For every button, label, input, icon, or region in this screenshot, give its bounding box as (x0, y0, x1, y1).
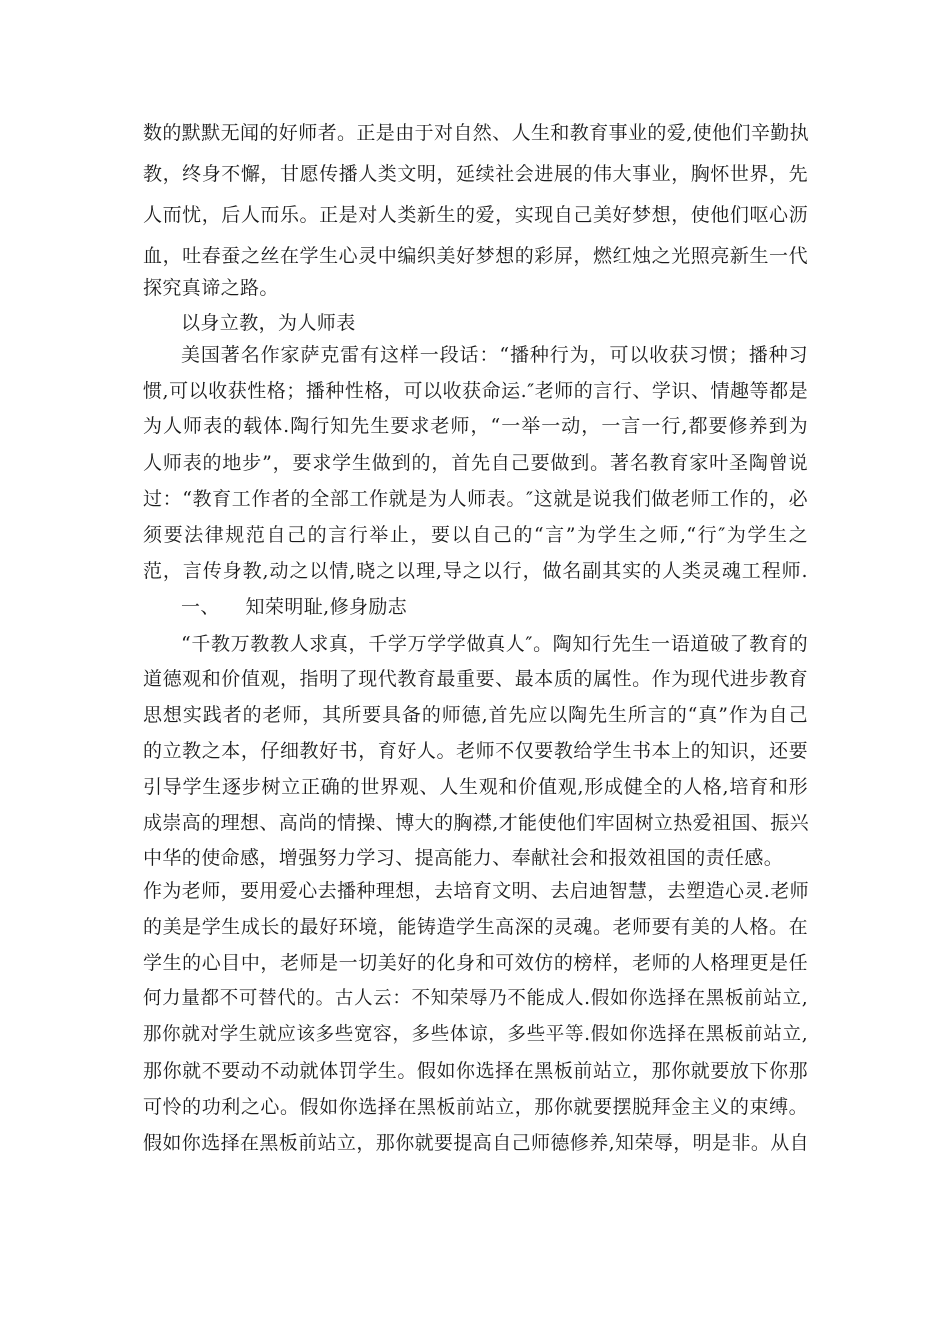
text-line: 那你就不要动不动就体罚学生。假如你选择在黑板前站立，那你就要放下你那 (143, 1060, 808, 1082)
text-line: 探究真谛之路。 (143, 277, 279, 299)
text-line: 美国著名作家萨克雷有这样一段话：“播种行为，可以收获习惯；播种习 (181, 344, 808, 366)
text-line: 须要法律规范自己的言行举止，要以自己的“言”为学生之师,“行″为学生之 (143, 524, 808, 546)
text-line: 的美是学生成长的最好环境，能铸造学生高深的灵魂。老师要有美的人格。在 (143, 916, 808, 938)
text-line: 范，言传身教,动之以情,晓之以理,导之以行，做名副其实的人类灵魂工程师. (143, 560, 808, 582)
text-line: 道德观和价值观，指明了现代教育最重要、最本质的属性。作为现代进步教育 (143, 668, 808, 690)
text-line: 中华的使命感，增强努力学习、提高能力、奉献社会和报效祖国的责任感。 (143, 847, 784, 869)
text-line: 作为老师，要用爱心去播种理想，去培育文明、去启迪智慧，去塑造心灵.老师 (143, 880, 810, 902)
text-line: 那你就对学生就应该多些宽容，多些体谅，多些平等.假如你选择在黑板前站立, (143, 1024, 808, 1045)
text-line: 假如你选择在黑板前站立，那你就要提高自己师德修养,知荣辱，明是非。从自 (143, 1132, 810, 1154)
text-line: 学生的心目中，老师是一切美好的化身和可效仿的榜样，老师的人格理更是任 (143, 952, 808, 974)
text-line: 数的默默无闻的好师者。正是由于对自然、人生和教育事业的爱,使他们辛勤执 (143, 122, 810, 144)
text-line: 过：“教育工作者的全部工作就是为人师表。″这就是说我们做老师工作的，必 (143, 488, 808, 510)
text-line: 惯,可以收获性格；播种性格，可以收获命运.″老师的言行、学识、情趣等都是 (143, 380, 808, 402)
text-line: 血，吐春蚕之丝在学生心灵中编织美好梦想的彩屏，燃红烛之光照亮新生一代 (143, 245, 808, 267)
section-heading: 以身立教，为人师表 (181, 312, 356, 334)
text-line: 成崇高的理想、高尚的情操、博大的胸襟,才能使他们牢固树立热爱祖国、振兴 (143, 812, 810, 834)
text-line: 可怜的功利之心。假如你选择在黑板前站立，那你就要摆脱拜金主义的束缚。 (143, 1096, 808, 1118)
text-line: 为人师表的载体.陶行知先生要求老师，“一举一动，一言一行,都要修养到为 (143, 415, 808, 437)
text-line: 思想实践者的老师，其所要具备的师德,首先应以陶先生所言的“真”作为自己 (143, 704, 808, 726)
text-line: 人师表的地步”，要求学生做到的，首先自己要做到。著名教育家叶圣陶曾说 (143, 452, 808, 474)
section-heading: 一、 知荣明耻,修身励志 (181, 596, 408, 618)
text-line: “千教万教教人求真，千学万学学做真人″。陶知行先生一语道破了教育的 (181, 633, 808, 655)
text-line: 引导学生逐步树立正确的世界观、人生观和价值观,形成健全的人格,培育和形 (143, 776, 808, 798)
text-line: 人而忧，后人而乐。正是对人类新生的爱，实现自己美好梦想，使他们呕心沥 (143, 204, 808, 226)
text-line: 的立教之本，仔细教好书，育好人。老师不仅要教给学生书本上的知识，还要 (143, 740, 808, 762)
text-line: 何力量都不可替代的。古人云：不知荣辱乃不能成人.假如你选择在黑板前站立, (143, 988, 808, 1009)
text-line: 教，终身不懈，甘愿传播人类文明，延续社会进展的伟大事业，胸怀世界，先 (143, 163, 808, 185)
